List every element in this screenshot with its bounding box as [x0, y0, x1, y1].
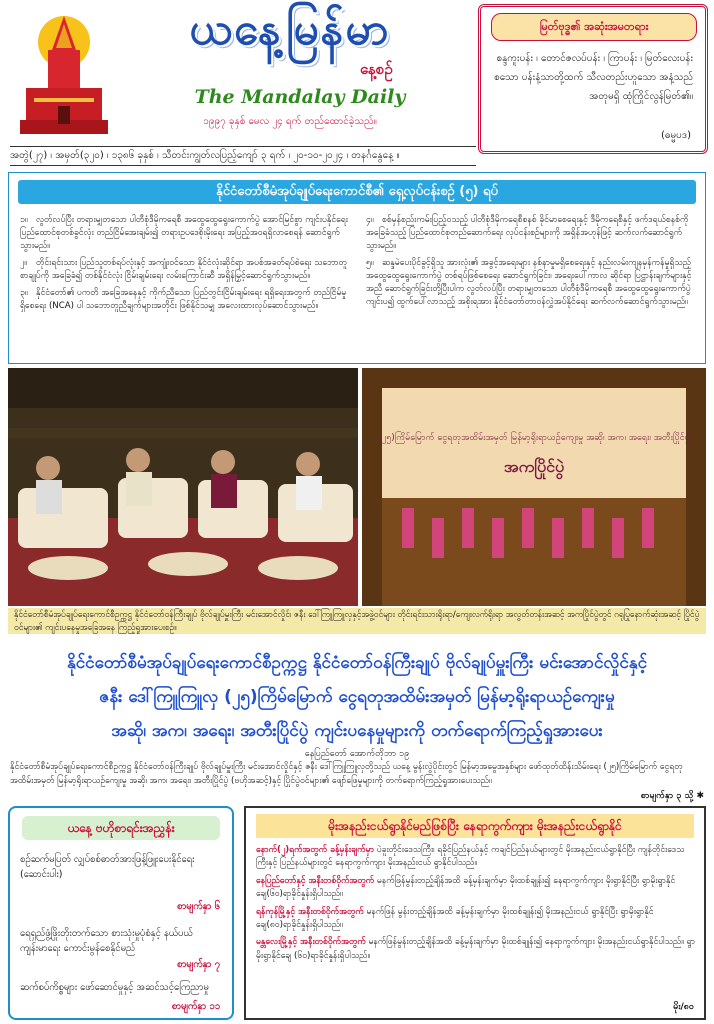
weather-footer: မိုး/၈၀	[673, 1002, 694, 1012]
weather-body	[256, 844, 696, 967]
weather-box	[244, 806, 706, 1020]
lead-column-left	[20, 214, 348, 360]
byline: နေပြည်တော် အောက်တိုဘာ ၁၉	[304, 749, 410, 759]
photo-caption: နိုင်ငံတော်စီမံအုပ်ချုပ်ရေးကောင်စီဥက္ကဋ္ဌ နိုင်ငံတော်ဝန်ကြီးချုပ် ဗိုလ်ချုပ်မှူးကြီး မင်းအောင်လှိုင်၊ ဇနီး ဒေါ်ကြူကြူလှနှင့်အဖွဲ့ဝင်များ တိုင်းရင်းသားရိုးရာ/ကျေးလက်ရိုးရာ အလွတ်တန်းအဆင့် အကပြိုင်ပွဲတွင် ဂရုပြုနောက်ဆုံးအဆင့် ပြိုင်ပွဲဝင်များ၏ ကျင်းပနေမှုအခြေအနေ ကြည့်ရှုအားပေးစဉ်။	[8, 608, 706, 634]
newspaper-logo	[14, 10, 114, 140]
lead-item: ၄။ စစ်မှန်စည်းကမ်းပြည့်ဝသည့် ပါတီစုံဒီမိုကရေစီစနစ် ခိုင်မာစေရေးနှင့် ဒီမိုကရေစီနှင့် ဖက်ဒရယ်စနစ်ကို အခြေခံသည့် ပြည်ထောင်စုတည်ဆောက်ရေး လုပ်ငန်းစဉ်များကို အရှိန်အဟုန်ဖြင့် ဆက်လက်ဆောင်ရွက်သွားမည်။	[366, 215, 689, 251]
index-item[interactable]: ရေရှည်ဖွံ့ဖြိုးတိုးတက်သော စားသုံးမှုပုံစံနှင့် နယ်ပယ်ကျန်းမာရေး ကောင်းမွန်စေနိုင်မည်	[20, 928, 193, 954]
lead-heading: နိုင်ငံတော်စီမံအုပ်ချုပ်ရေးကောင်စီ၏ ရှေ့လုပ်ငန်းစဉ် (၅) ရပ်	[18, 180, 696, 204]
index-page: စာမျက်နှာ ၁၁	[171, 1001, 220, 1012]
index-heading: ယနေ့ ဗဟိုစာရင်းအညွှန်း	[22, 816, 220, 840]
index-box	[8, 806, 234, 1020]
audience-photo	[8, 368, 358, 606]
index-item[interactable]: ဆက်စပ်ကိစ္စများ ဖော်ဆောင်မှုနှင့် အဆင်သင့်ကြေညာမှု	[20, 982, 209, 993]
main-headline: နိုင်ငံတော်စီမံအုပ်ချုပ်ရေးကောင်စီဥက္ကဋ္ဌ နိုင်ငံတော်ဝန်ကြီးချုပ် ဗိုလ်ချုပ်မှူးကြီး မင်းအောင်လှိုင်နှင့် ဇနီး ဒေါ်ကြူကြူလှ (၂၅)ကြိမ်မြောက် ငွေရတုအထိမ်းအမှတ် မြန်မာ့ရိုးရာယဉ်ကျေးမှု အဆို၊ အက၊ အရေး၊ အတီးပြိုင်ပွဲ ကျင်းပနေမှုများကို တက်ရောက်ကြည့်ရှုအားပေး	[66, 653, 648, 741]
slogan-heading: မြတ်ဗုဒ္ဓ၏ အဆုံးအမတရား	[491, 13, 697, 41]
lead-article-body: နိုင်ငံတော်စီမံအုပ်ချုပ်ရေးကောင်စီဥက္ကဋ္ဌ နိုင်ငံတော်ဝန်ကြီးချုပ် ဗိုလ်ချုပ်မှူးကြီး မင်းအောင်လှိုင်နှင့် ဇနီး ဒေါ်ကြူကြူလှတို့သည် ယနေ့ မွန်းလွဲပိုင်းတွင် မြန်မာ့အမွေအနှစ်များ ဖော်ထုတ်ထိန်းသိမ်းရေး (၂၅)ကြိမ်မြောက် ငွေရတုအထိမ်းအမှတ် မြန်မာ့ရိုးရာယဉ်ကျေးမှု အဆို၊ အက၊ အရေး၊ အတီးပြိုင်ပွဲ (ဗဟိုအဆင့်)နှင့် ပြိုင်ပွဲဝင်များ၏ ဖျော်ဖြေမှုများကို တက်ရောက်ကြည့်ရှုအားပေးသည်။	[10, 762, 683, 786]
dateline: အတွဲ(၂၇) ၊ အမှတ်(၃၂၀) ၊ ၁၃၈၆ ခုနှစ် ၊ သီတင်းကျွတ်လပြည့်ကျော် ၃ ရက် ၊ ၂၀-၁၀-၂၀၂၄ ၊ တနင်္ဂနွေနေ့ ။	[10, 146, 476, 166]
index-item[interactable]: စဉ်ဆက်မပြတ် လျှပ်စစ်ဓာတ်အားဖြန့်ဖြူးပေးနိုင်ရေး (ဆောင်းပါး)	[20, 854, 195, 880]
weather-paragraph: ရန်ကုန်မြို့နှင့် အနီးတစ်ဝိုက်အတွက် မနက်ဖြန် မွန်းတည့်ချိန်အထိ ခန့်မှန်းချက်မှာ မိုးထစ်ချုန်း၍ မိုးအနည်းငယ် ရွာနိုင်ပြီး ရွာမိုးရွာနိုင်ချေ(၈၀)ရာခိုင်နှုန်းရှိပါသည်။	[256, 906, 654, 931]
lead-item: ၁။ လွတ်လပ်ပြီး တရားမျှတသော ပါတီစုံဒီမိုကရေစီ အထွေထွေရွေးကောက်ပွဲ အောင်မြင်စွာ ကျင်းပနိုင်ရေး ပြည်ထောင်စုတစ်ခွင်လုံး တည်ငြိမ်အေးချမ်း၍ တရားဥပဒေစိုးမိုးရေး အပြည့်အဝရရှိလာစေရန် ဆောင်ရွက်သွားမည်။	[20, 215, 348, 251]
lead-item: ၅။ ဆန္ဒမဲပေးပိုင်ခွင့်ရှိသူ အားလုံး၏ အခွင့်အရေးများ နစ်နာမှုမရှိစေရေးနှင့် နည်းလမ်းကျနမှန်ကန်မှုရှိသည့် အထွေထွေရွေးကောက်ပွဲ တစ်ရပ်ဖြစ်စေရေး ဆောင်ရွက်ခြင်း၊ အရေးပေါ်ကာလ ဆိုင်ရာ ပြဋ္ဌာန်းချက်များနှင့်အညီ ဆောင်ရွက်ခြင်းတို့ပြီးပါက လွတ်လပ်ပြီး တရားမျှတသော ပါတီစုံဒီမိုကရေစီ အထွေထွေရွေးကောက်ပွဲ ကျင်းပ၍ ထွက်ပေါ်လာသည့် အစိုးရအား နိုင်ငံတော်တာဝန်လွှဲအပ်နိုင်ရေး ဆက်လက်ဆောင်ရွက်သွားမည်။	[366, 258, 692, 307]
weather-paragraph: မန္တလေးမြို့နှင့် အနီးတစ်ဝိုက်အတွက် မနက်ဖြန်မွန်းတည့်ချိန်အထိ ခန့်မှန်းချက်မှာ မိုးထစ်ချုန်း၍ နေရာကွက်ကျား မိုးအနည်းငယ်ရွာနိုင်ပါသည်။ ရွာမိုးရွာနိုင်ချေ (၆၀)ရာခိုင်နှုန်းရှိပါသည်။	[256, 937, 696, 961]
weather-paragraph: နေပြည်တော်နှင့် အနီးတစ်ဝိုက်အတွက် မနက်ဖြန်မွန်းတည့်ချိန်အထိ ခန့်မှန်းချက်မှာ မိုးထစ်ချုန်း၍ နေရာကွက်ကျား မိုးရွာနိုင်ပြီး ရွာမိုးရွာနိုင်ချေ(၆၀)ရာခိုင်နှုန်းရှိပါသည်။	[256, 875, 676, 900]
lead-item: ၃။ နိုင်ငံတော်၏ ပကတိ အခြေအနေနှင့် ကိုက်ညီသော ပြည်တွင်းငြိမ်းချမ်းရေး ရရှိရေးအတွက် တည်ငြိမ်မှုရှိစေရေး (NCA) ပါ သဘောတူညီချက်များအတိုင်း ဖြစ်နိုင်သမျှ အလေးထားလုပ်ဆောင်သွားမည်။	[20, 288, 347, 311]
slogan-body: စန္ဒကူးပန်း ၊ တောင်ဇလပ်ပန်း ၊ ကြာပန်း ၊ မြတ်လေးပန်း စသော ပန်းနံ့သာတို့ထက် သီလတည်းဟူသော အနံ့သည် အတုမရှိ ထုံကြိုင်လွန်မြတ်၏။	[494, 53, 693, 102]
masthead-subtitle: နေ့စဉ်	[360, 60, 393, 78]
stage-sign: အကပြိုင်ပွဲ	[503, 457, 565, 476]
weather-paragraph: နောက်(၂)ရက်အတွက် ခန့်မှန်းချက်မှာ ပဲခူးတိုင်းဒေသကြီး၊ ရခိုင်ပြည်နယ်နှင့် ကချင်ပြည်နယ်များတွင် မိုးအနည်းငယ်ရွာနိုင်ပြီး ကျန်တိုင်းဒေသကြီးနှင့် ပြည်နယ်များတွင် နေရာကွက်ကျား မိုးအနည်းငယ် ရွာနိုင်ပါသည်။	[256, 845, 685, 869]
lead-column-right	[366, 214, 694, 360]
stage-banner: (၂၅)ကြိမ်မြောက် ငွေရတုအထိမ်းအမှတ် မြန်မာ့ရိုးရာယဉ်ကျေးမှု အဆို၊ အက၊ အရေး၊ အတီးပြိုင်ပွဲ	[378, 433, 690, 443]
index-page: စာမျက်နှာ ၇	[177, 959, 220, 970]
slogan-source: (ဓမ္မပဒ)	[660, 130, 691, 141]
slogan-box	[478, 4, 708, 154]
weather-heading: မိုးအနည်းငယ်ရွာနိုင်မည်ဖြစ်ပြီး နေရာကွက်ကျား မိုးအနည်းငယ်ရွာနိုင်	[256, 814, 694, 838]
masthead-english: The Mandalay Daily	[194, 86, 406, 108]
lead-columns	[20, 214, 694, 360]
index-page: စာမျက်နှာ ၆	[177, 901, 220, 912]
continued-label: စာမျက်နှာ ၃ သို့ ✱	[640, 791, 704, 801]
masthead-title: ယနေ့မြန်မာ	[189, 4, 391, 55]
masthead-tagline: ၁၉၉၇ ခုနှစ် မေလ ၂၄ ရက် တည်ထောင်ခဲ့သည်။	[203, 116, 377, 127]
lead-item: ၂။ တိုင်းရင်းသား ပြည်သူတစ်ရပ်လုံးနှင့် အကျုံးဝင်သော နိုင်ငံလုံးဆိုင်ရာ အပစ်အခတ်ရပ်စဲရေး သဘောတူစာချုပ်ကို အခြေခံ၍ တစ်နိုင်ငံလုံး ငြိမ်းချမ်းရေး လမ်းကြောင်းဆီ အရှိန်မြှင့်ဆောင်ရွက်သွားမည်။	[20, 258, 347, 281]
dance-photo	[362, 368, 706, 606]
